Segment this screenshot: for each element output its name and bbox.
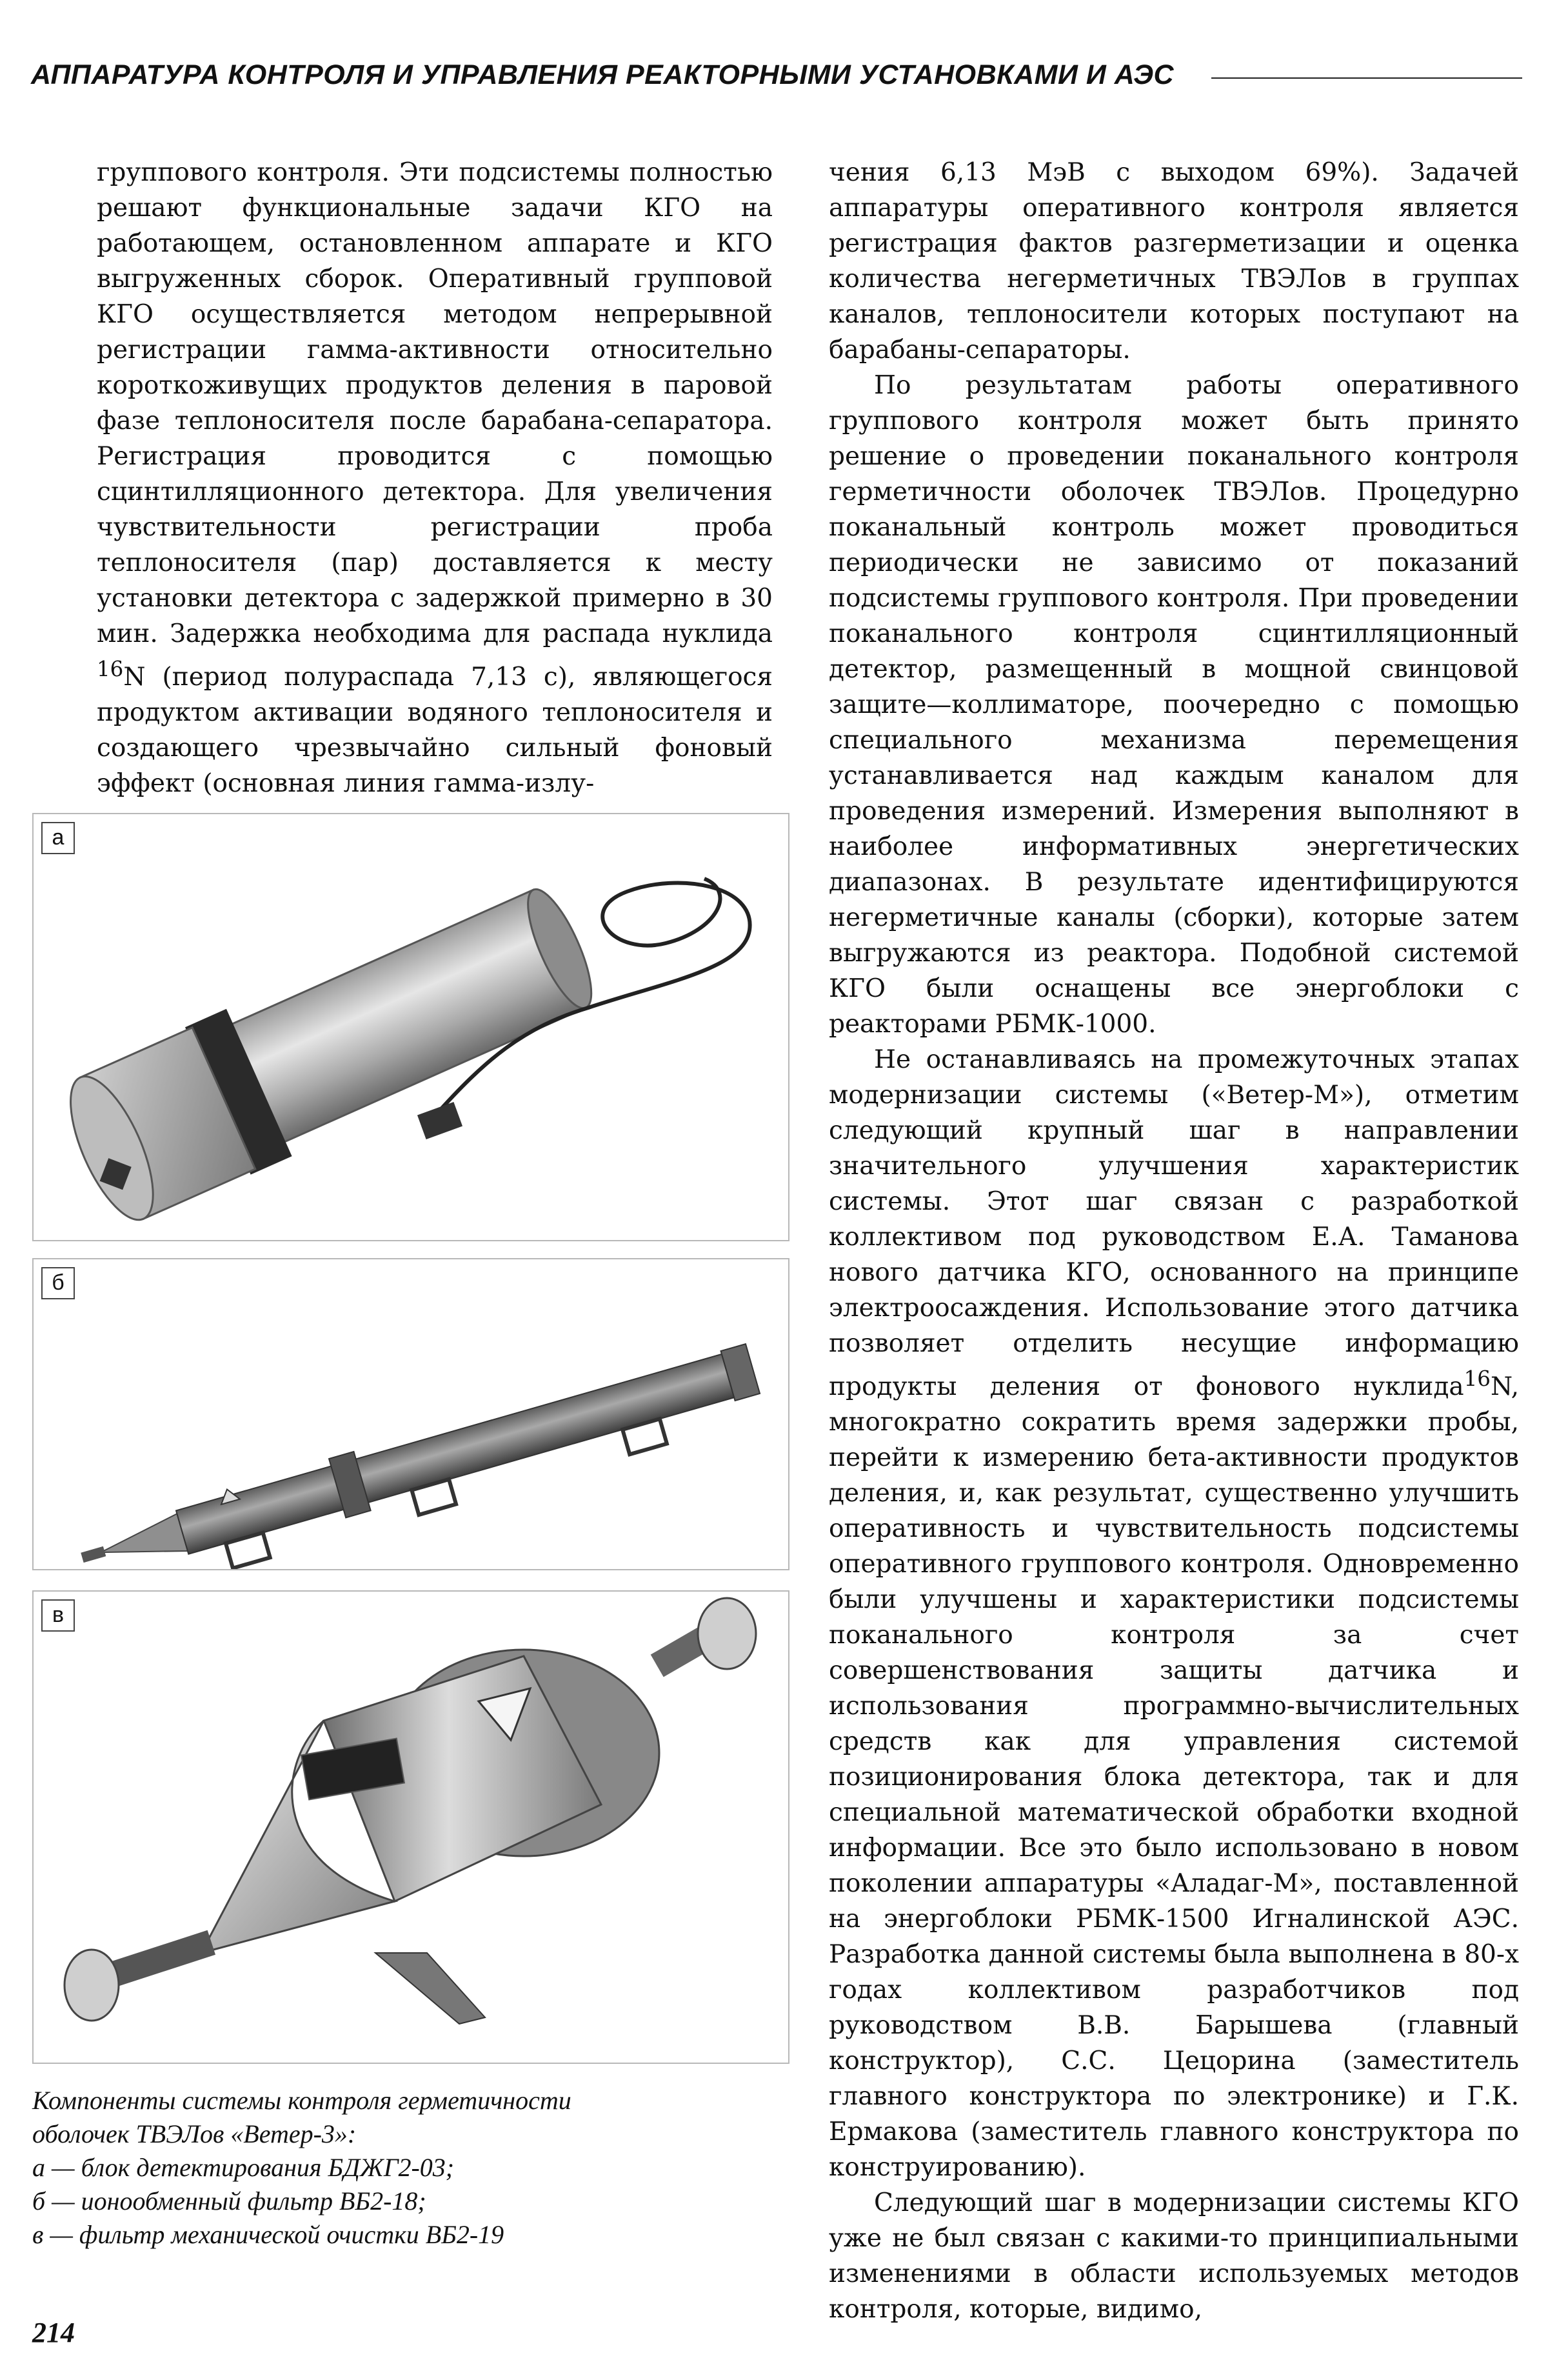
figure-b-ion-exchange-filter	[32, 1258, 789, 1570]
left-paragraph-1-tail: N (период полураспада 7,13 с), являющегося продуктом активации водяного теплоносителя и создающего чрезвычайно сильный фоновый эффект (основная линия гамма-излу-	[97, 663, 773, 798]
figure-v-mechanical-filter	[32, 1590, 789, 2064]
figure-a-illustration	[34, 814, 788, 1240]
right-paragraph-2: По результатам работы оперативного группового контроля может быть принято решение о проведении поканального контроля герметичности оболочек ТВЭЛов. Процедурно поканальный контроль может проводиться периодически не зависимо от показаний подсистемы группового контроля. При проведении поканального контроля сцинтилляционный детектор, размещенный в мощной свинцовой защите—коллиматоре, поочередно с помощью специального механизма перемещения устанавливается над каждым каналом для проведения измерений. Измерения выполняют в наиболее информативных энергетических диапазонах. В результате идентифицируются негерметичные каналы (сборки), которые затем выгружаются из реактора. Подобной системой КГО были оснащены все энергоблоки с реакторами РБМК-1000.	[829, 371, 1519, 1039]
right-paragraph-3-tail: N, многократно сократить время задержки пробы, перейти к измерению бета-активности продуктов деления, и, как результат, существенно улучшить оперативность и чувствительность подсистемы оперативного группового контроля. Одновременно были улучшены и характеристики подсистемы поканального контроля за счет совершенствования защиты датчика и использования программно-вычислительных средств как для управления системой позиционирования блока детектора, так и для специальной математической обработки входной информации. Все это было использовано в новом поколении аппаратуры «Аладаг-М», поставленной на энергоблоки РБМК-1500 Игналинской АЭС. Разработка данной системы была выполнена в 80-х годах коллективом разработчиков под руководством В.В. Барышева (главный конструктор), С.С. Цецорина (заместитель главного конструктора по электронике) и Г.К. Ермакова (заместитель главного конструктора по конструированию).	[829, 1372, 1519, 2182]
right-paragraph-4: Следующий шаг в модернизации системы КГО уже не был связан с какими-то принципиальными изменениями в области используемых методов контроля, которые, видимо,	[829, 2188, 1519, 2324]
figure-b-label: б	[41, 1267, 75, 1299]
nuclide-superscript: 16	[97, 657, 124, 681]
left-column-text	[97, 155, 773, 806]
figure-caption	[32, 2084, 793, 2252]
caption-line-3: а — блок детектирования БДЖГ2-03;	[32, 2153, 455, 2182]
caption-line-5: в — фильтр механической очистки ВБ2-19	[32, 2220, 504, 2249]
caption-line-4: б — ионообменный фильтр ВБ2-18;	[32, 2186, 426, 2215]
page-number: 214	[32, 2317, 75, 2348]
figure-a-label: а	[41, 822, 75, 854]
running-header	[31, 59, 1522, 105]
running-header-title: АППАРАТУРА КОНТРОЛЯ И УПРАВЛЕНИЯ РЕАКТОРНЫМИ УСТАНОВКАМИ И АЭС	[31, 59, 1175, 90]
figure-a-detector-unit	[32, 813, 789, 1241]
right-paragraph-3	[829, 1042, 1519, 2185]
caption-line-1: Компоненты системы контроля герметичности	[32, 2086, 571, 2115]
figure-v-label: в	[41, 1599, 75, 1632]
right-paragraph-1: чения 6,13 МэВ с выходом 69%). Задачей аппаратуры оперативного контроля является регистрация фактов разгерметизации и оценка количества негерметичных ТВЭЛов в группах каналов, теплоносители которых поступают на барабаны-сепараторы.	[829, 158, 1519, 365]
right-paragraph-3-text: Не останавливаясь на промежуточных этапах модернизации системы («Ветер-М»), отметим следующий крупный шаг в направлении значительного улучшения характеристик системы. Этот шаг связан с разработкой коллективом под руководством Е.А. Таманова нового датчика КГО, основанного на принципе электроосаждения. Использование этого датчика позволяет отделить несущие информацию продукты деления от фонового нуклида	[829, 1045, 1519, 1401]
figure-b-illustration	[34, 1259, 788, 1569]
header-rule	[1211, 77, 1522, 79]
left-paragraph-1	[97, 155, 773, 801]
nuclide-superscript-right: 16	[1464, 1366, 1491, 1391]
right-column-text	[829, 155, 1519, 2348]
left-paragraph-1-text: группового контроля. Эти подсистемы полностью решают функциональные задачи КГО на работающем, остановленном аппарате и КГО выгруженных сборок. Оперативный групповой КГО осуществляется методом непрерывной регистрации гамма-активности относительно короткоживущих продуктов деления в паровой фазе теплоносителя после барабана-сепаратора. Регистрация проводится с помощью сцинтилляционного детектора. Для увеличения чувствительности регистрации проба теплоносителя (пар) доставляется к месту установки детектора с задержкой примерно в 30 мин. Задержка необходима для распада нуклида	[97, 158, 773, 648]
figure-v-illustration	[34, 1592, 788, 2063]
caption-line-2: оболочек ТВЭЛов «Ветер-3»:	[32, 2119, 357, 2148]
